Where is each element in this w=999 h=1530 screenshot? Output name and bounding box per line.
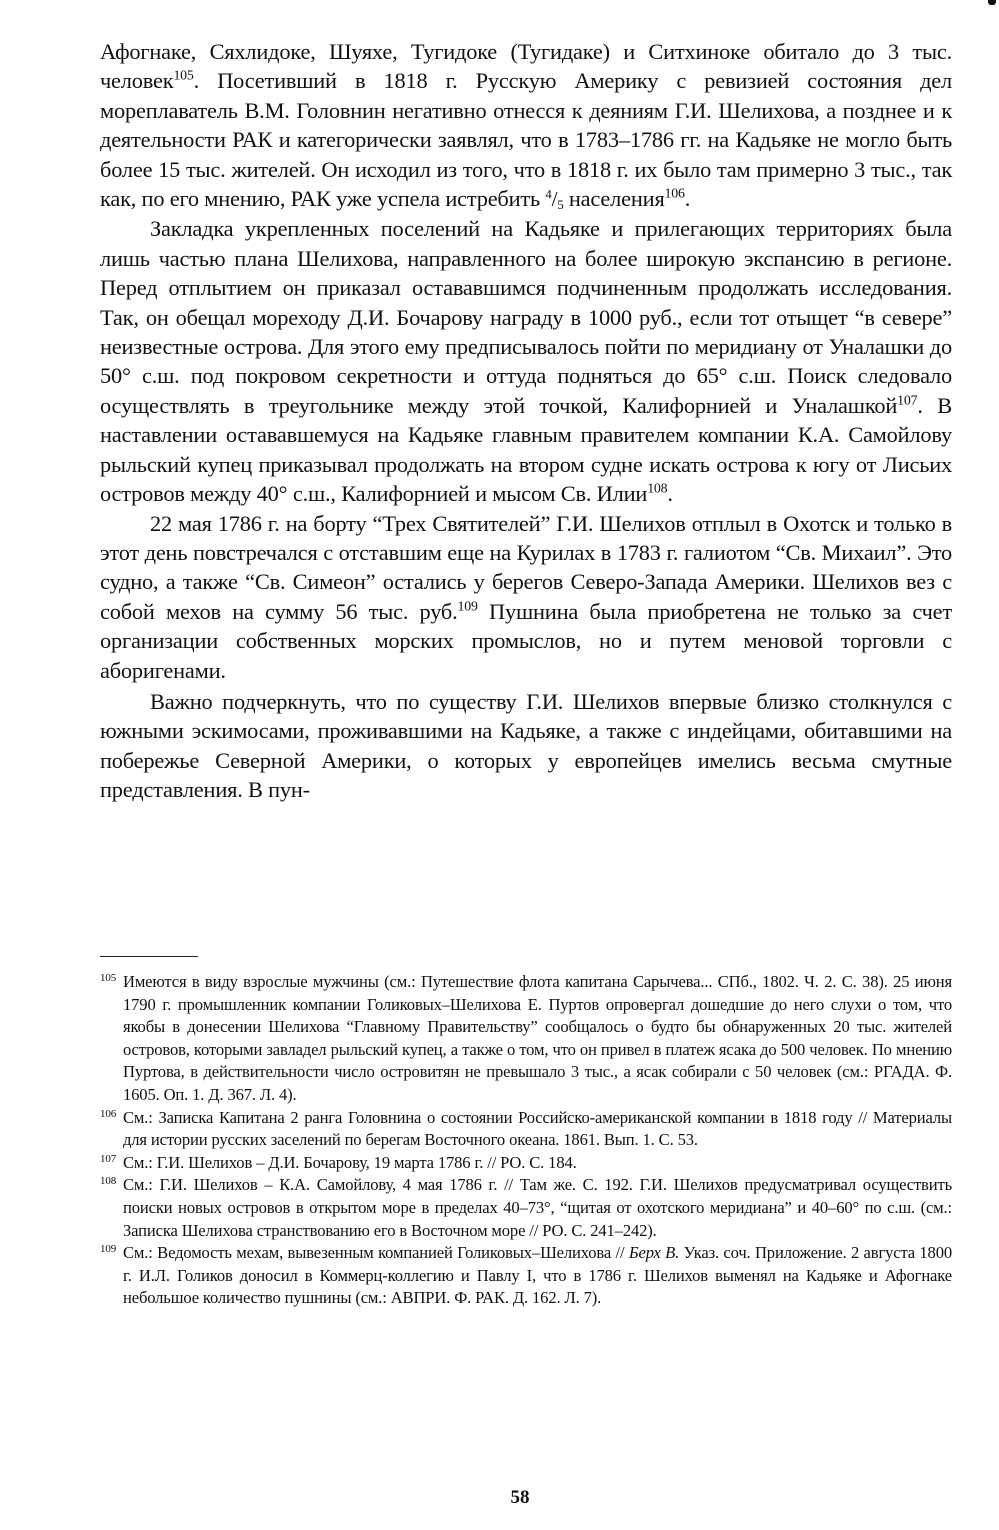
text-span: Важно подчеркнуть, что по существу Г.И. Шелихов впервые близко столкнулся с южными эскимосами, проживавшими на Кадьяке, а также с индейцами, обитавшими на побережье Северной Америки, о которых у европейцев имелись весьма смутные представления. В пун- — [100, 688, 952, 803]
main-text — [100, 37, 952, 805]
paragraph-1 — [100, 37, 952, 214]
text-span: . Посетивший в 1818 г. Русскую Америку с ревизией состояния дел мореплаватель В.М. Головнин негативно отнесся к деяниям Г.И. Шелихова, а позднее и к деятельности РАК и категорически заявлял, что в 1783–1786 гг. на Кадьяке не могло быть более 15 тыс. жителей. Он исходил из того, что в 1818 г. их было там примерно 3 тыс., так как, по его мнению, РАК уже успела истребить — [100, 68, 952, 212]
text-span: Пушнина была приобретена не только за счет организации собственных морских промыслов, но и путем меновой торговли с аборигенами. — [100, 598, 952, 683]
footnote-text: Указ. соч. Приложение. 2 августа 1800 г. И.Л. Голиков доносил в Коммерц-коллегию и Павлу I, что в 1786 г. Шелихов выменял на Кадьяке и Афогнаке небольшое количество пушнины (см.: АВПРИ. Ф. РАК. Д. 162. Л. 7). — [123, 1243, 952, 1308]
text-span: Закладка укрепленных поселений на Кадьяке и прилегающих территориях была лишь частью плана Шелихова, направленного на более широкую экспансию в регионе. Перед отплытием он приказал остававшимся подчиненным продолжать исследования. Так, он обещал мореходу Д.И. Бочарову награду в 1000 руб., если тот отыщет “в севере” неизвестные острова. Для этого ему предписывалось пойти по меридиану от Уналашки до 50° с.ш. под покровом секретности и оттуда подняться до 65° с.ш. Поиск следовало осуществлять в треугольнике между этой точкой, Калифорнией и Уналашкой — [100, 216, 952, 418]
footnote-108 — [100, 1174, 952, 1242]
footnote-number: 105 — [100, 972, 117, 984]
footnotes — [100, 971, 952, 1310]
footnote-number: 108 — [100, 1175, 117, 1188]
paragraph-3 — [100, 509, 952, 685]
scan-mark — [988, 0, 996, 5]
fraction-numerator: 4 — [545, 187, 552, 202]
text-span: 22 мая 1786 г. на борту “Трех Святителей” Г.И. Шелихов отплыл в Охотск и только в этот день повстречался с отставшим еще на Курилах в 1783 г. галиотом “Св. Михаил”. Это судно, а также “Св. Симеон” остались у берегов Северо-Запада Америки. Шелихов вез с собой мехов на сумму 56 тыс. руб. — [100, 510, 952, 624]
text-span: . — [684, 186, 691, 212]
footnote-ref-106[interactable]: 106 — [664, 186, 685, 202]
footnote-number: 106 — [100, 1107, 117, 1120]
footnote-ref-109[interactable]: 109 — [457, 599, 478, 615]
footnote-107 — [100, 1152, 952, 1175]
paragraph-4 — [100, 687, 952, 805]
footnote-text: См.: Г.И. Шелихов – К.А. Самойлову, 4 мая 1786 г. // Там же. С. 192. Г.И. Шелихов предусматривал осуществить поиски новых островов в открытом море в пределах 40–73°, “щитая от охотского меридиана” и 40–60° по с.ш. (см.: Записка Шелихова странствованию его в Восточном море // РО. С. 241–242). — [123, 1175, 952, 1240]
text-span: . — [667, 481, 673, 507]
footnote-text: Имеются в виду взрослые мужчины (см.: Путешествие флота капитана Сарычева... СПб., 1802. Ч. 2. С. 38). 25 июня 1790 г. промышленник компании Голиковых–Шелихова Е. Пуртов опровергал дошедшие до него слухи о том, что якобы в донесении Шелихова “Главному Правительству” сообщалось о будто бы обнаруженных 20 тыс. жителей островов, которыми завладел рыльский купец, а также о том, что он привел в платеж ясака до 500 человек. По мнению Пуртова, в действительности число островитян не превышало 3 тыс., а ясак собирали с 50 человек (см.: РГАДА. Ф. 1605. Оп. 1. Д. 367. Л. 4). — [123, 972, 952, 1104]
footnote-text: См.: Ведомость мехам, вывезенным компанией Голиковых–Шелихова // — [123, 1243, 629, 1263]
page-number: 58 — [510, 1487, 530, 1508]
footnote-text: См.: Записка Капитана 2 ранга Головнина о состоянии Российско-американской компании в 1818 году // Материалы для истории русских заселений по берегам Восточного океана. 1861. Вып. 1. С. 53. — [123, 1107, 952, 1150]
footnote-text: См.: Г.И. Шелихов – Д.И. Бочарову, 19 марта 1786 г. // РО. С. 184. — [123, 1152, 577, 1172]
text-span: Афогнаке, Сяхлидоке, Шуяхе, Тугидоке (Тугидаке) и Ситхиноке обитало до 3 тыс. человек — [100, 39, 952, 94]
footnote-ref-108[interactable]: 108 — [647, 481, 668, 497]
footnote-105 — [100, 971, 952, 1107]
footnote-number: 107 — [100, 1152, 117, 1165]
footnote-109 — [100, 1242, 952, 1310]
footnote-ref-105[interactable]: 105 — [173, 69, 194, 85]
paragraph-2 — [100, 214, 952, 508]
footnote-number: 109 — [100, 1243, 117, 1256]
text-span: . В наставлении остававшемуся на Кадьяке главным правителем компании К.А. Самойлову рыльский купец приказывал продолжать на втором судне искать острова к югу от Лисьих островов между 40° с.ш., Калифорнией и мысом Св. Илии — [100, 392, 952, 507]
author-name-italic: Берх В. — [628, 1243, 680, 1263]
footnote-ref-107[interactable]: 107 — [897, 393, 918, 409]
fraction-denominator: 5 — [557, 198, 564, 213]
footnote-106 — [100, 1107, 952, 1152]
footnote-separator — [100, 956, 198, 957]
text-span: населения — [563, 186, 665, 212]
fraction-four-fifths: $^4/_5$ — [545, 187, 564, 213]
